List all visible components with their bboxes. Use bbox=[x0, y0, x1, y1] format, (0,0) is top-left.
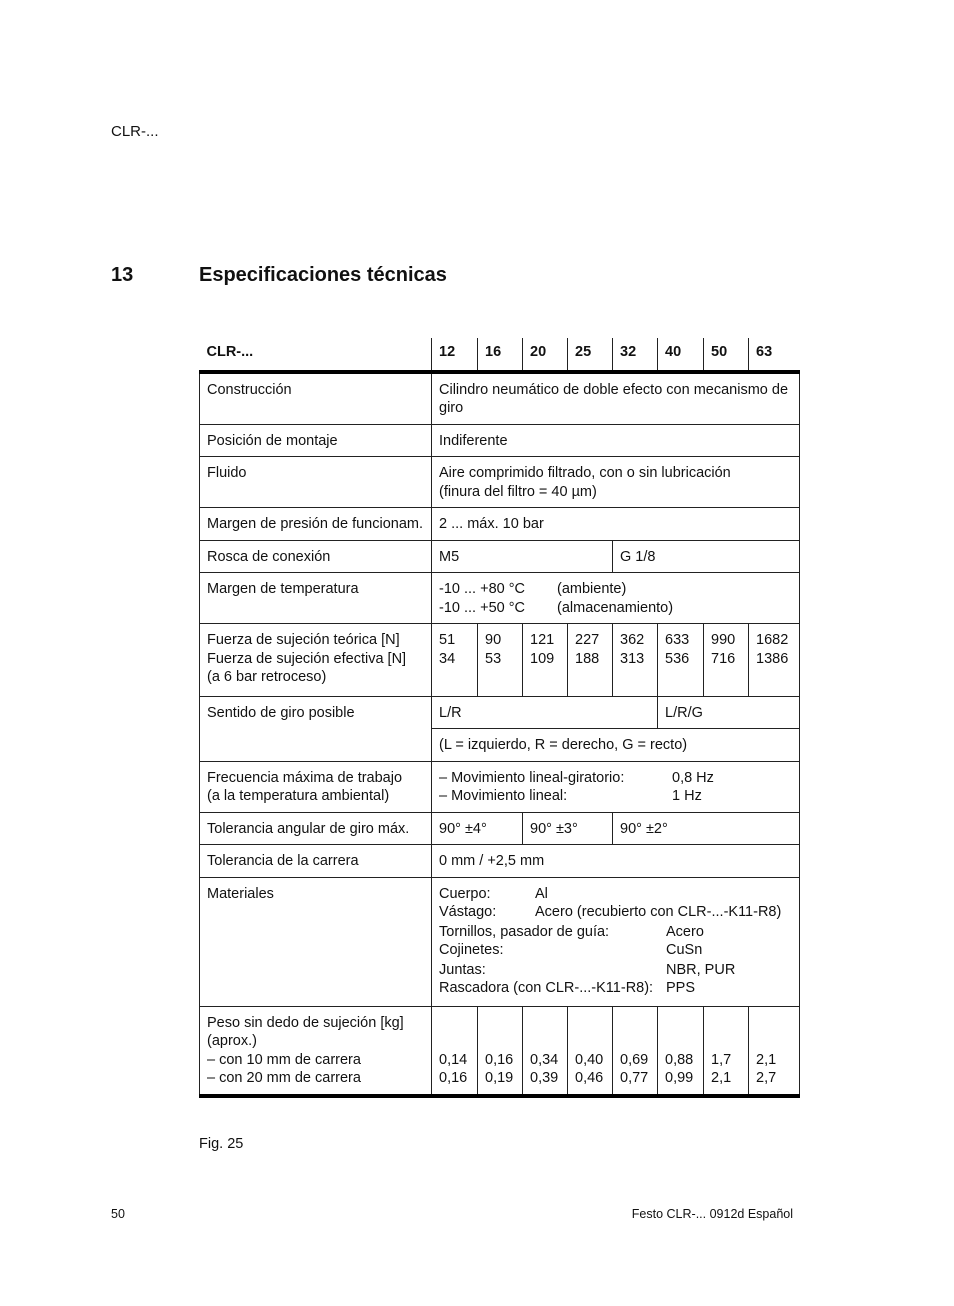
row-label bbox=[200, 624, 432, 697]
frecuencia-value-2: 1 Hz bbox=[672, 788, 702, 804]
row-materiales bbox=[200, 877, 800, 1006]
section-title: Especificaciones técnicas bbox=[199, 264, 447, 286]
size-32: 32 bbox=[613, 338, 658, 372]
material-key: Rascadora (con CLR-...-K11-R8): bbox=[439, 980, 654, 996]
fuerza-cell: 362 313 bbox=[613, 624, 658, 697]
peso-label-2: (aprox.) bbox=[207, 1033, 257, 1049]
figure-caption: Fig. 25 bbox=[199, 1136, 244, 1152]
fuerza-label-1: Fuerza de sujeción teórica [N] bbox=[207, 632, 400, 648]
material-key: Tornillos, pasador de guía: bbox=[439, 923, 610, 940]
material-value: PPS bbox=[666, 980, 696, 996]
fuerza-cell: 121 109 bbox=[523, 624, 568, 697]
fluido-line-1: Aire comprimido filtrado, con o sin lubricación bbox=[439, 465, 731, 481]
temp-ambient-text: (ambiente) bbox=[557, 581, 627, 597]
peso-label-3: – con 10 mm de carrera bbox=[207, 1051, 361, 1068]
peso-label-1: Peso sin dedo de sujeción [kg] bbox=[207, 1014, 404, 1031]
fuerza-label-2: Fuerza de sujeción efectiva [N] bbox=[207, 650, 407, 667]
row-label: Margen de presión de funcionam. bbox=[200, 508, 432, 541]
peso-cell: 0,40 0,46 bbox=[568, 1006, 613, 1096]
row-label: Rosca de conexión bbox=[200, 540, 432, 573]
row-fluido bbox=[200, 457, 800, 508]
peso-cell: 0,16 0,19 bbox=[478, 1006, 523, 1096]
fuerza-cell: 51 34 bbox=[432, 624, 478, 697]
row-label: Sentido de giro posible bbox=[200, 696, 432, 761]
row-value bbox=[432, 761, 800, 812]
material-key: Cuerpo: bbox=[439, 885, 491, 902]
sentido-small: L/R bbox=[432, 696, 658, 729]
sentido-legend: (L = izquierdo, R = derecho, G = recto) bbox=[432, 729, 800, 762]
row-construccion bbox=[200, 372, 800, 425]
row-label: Tolerancia angular de giro máx. bbox=[200, 812, 432, 845]
fuerza-cell: 990 716 bbox=[704, 624, 749, 697]
header-label: CLR-... bbox=[200, 338, 432, 372]
rosca-small: M5 bbox=[432, 540, 613, 573]
row-label: Materiales bbox=[200, 877, 432, 1006]
row-label: Fluido bbox=[200, 457, 432, 508]
fluido-line-2: (finura del filtro = 40 µm) bbox=[439, 483, 597, 500]
row-frecuencia bbox=[200, 761, 800, 812]
running-header: CLR-... bbox=[111, 123, 159, 140]
fuerza-label-3: (a 6 bar retroceso) bbox=[207, 669, 327, 685]
peso-cell: 0,88 0,99 bbox=[658, 1006, 704, 1096]
size-16: 16 bbox=[478, 338, 523, 372]
peso-cell: 0,69 0,77 bbox=[613, 1006, 658, 1096]
row-fuerza bbox=[200, 624, 800, 697]
frecuencia-item-1: – Movimiento lineal-giratorio: bbox=[439, 769, 625, 786]
fuerza-cell: 1682 1386 bbox=[749, 624, 800, 697]
row-tolerancia-carrera bbox=[200, 845, 800, 878]
row-peso bbox=[200, 1006, 800, 1096]
row-temperatura bbox=[200, 573, 800, 624]
peso-cell: 0,34 0,39 bbox=[523, 1006, 568, 1096]
size-63: 63 bbox=[749, 338, 800, 372]
fuerza-cell: 90 53 bbox=[478, 624, 523, 697]
row-value bbox=[432, 457, 800, 508]
material-value: CuSn bbox=[666, 942, 703, 958]
row-value bbox=[432, 573, 800, 624]
temp-storage-range: -10 ... +50 °C bbox=[439, 599, 525, 616]
row-value bbox=[432, 877, 800, 1006]
row-montaje bbox=[200, 424, 800, 457]
size-25: 25 bbox=[568, 338, 613, 372]
tolerancia-giro-3: 90° ±2° bbox=[613, 812, 800, 845]
row-label: Margen de temperatura bbox=[200, 573, 432, 624]
row-label: Posición de montaje bbox=[200, 424, 432, 457]
material-key: Vástago: bbox=[439, 904, 497, 920]
sentido-large: L/R/G bbox=[658, 696, 800, 729]
row-value: 0 mm / +2,5 mm bbox=[432, 845, 800, 878]
peso-cell: 1,7 2,1 bbox=[704, 1006, 749, 1096]
fuerza-cell: 227 188 bbox=[568, 624, 613, 697]
row-tolerancia-giro bbox=[200, 812, 800, 845]
tolerancia-giro-2: 90° ±3° bbox=[523, 812, 613, 845]
row-value: Cilindro neumático de doble efecto con mecanismo de giro bbox=[432, 372, 800, 425]
temp-ambient-range: -10 ... +80 °C bbox=[439, 581, 525, 597]
size-50: 50 bbox=[704, 338, 749, 372]
material-key: Cojinetes: bbox=[439, 942, 504, 958]
temp-storage-text: (almacenamiento) bbox=[557, 599, 674, 616]
material-value: Al bbox=[535, 885, 548, 902]
row-rosca bbox=[200, 540, 800, 573]
frecuencia-item-2: – Movimiento lineal: bbox=[439, 788, 568, 804]
row-label: Construcción bbox=[200, 372, 432, 425]
material-value: Acero bbox=[666, 923, 704, 940]
row-label bbox=[200, 761, 432, 812]
tolerancia-giro-1: 90° ±4° bbox=[432, 812, 523, 845]
material-value: Acero (recubierto con CLR-...-K11-R8) bbox=[535, 904, 782, 920]
material-key: Juntas: bbox=[439, 961, 486, 978]
row-value: Indiferente bbox=[432, 424, 800, 457]
section-number: 13 bbox=[111, 264, 134, 286]
row-label bbox=[200, 1006, 432, 1096]
rosca-large: G 1/8 bbox=[613, 540, 800, 573]
page-number: 50 bbox=[111, 1207, 125, 1221]
frecuencia-label-1: Frecuencia máxima de trabajo bbox=[207, 769, 403, 786]
peso-cell: 2,1 2,7 bbox=[749, 1006, 800, 1096]
row-sentido bbox=[200, 696, 800, 729]
size-40: 40 bbox=[658, 338, 704, 372]
frecuencia-label-2: (a la temperatura ambiental) bbox=[207, 788, 390, 804]
row-presion bbox=[200, 508, 800, 541]
frecuencia-value-1: 0,8 Hz bbox=[672, 769, 714, 786]
material-value: NBR, PUR bbox=[666, 961, 736, 978]
peso-cell: 0,14 0,16 bbox=[432, 1006, 478, 1096]
row-value: 2 ... máx. 10 bar bbox=[432, 508, 800, 541]
peso-label-4: – con 20 mm de carrera bbox=[207, 1070, 361, 1086]
size-12: 12 bbox=[432, 338, 478, 372]
row-label: Tolerancia de la carrera bbox=[200, 845, 432, 878]
page-footer: Festo CLR-... 0912d Español bbox=[631, 1207, 793, 1221]
table-header-row bbox=[200, 338, 800, 372]
spec-table bbox=[199, 338, 800, 1098]
fuerza-cell: 633 536 bbox=[658, 624, 704, 697]
size-20: 20 bbox=[523, 338, 568, 372]
